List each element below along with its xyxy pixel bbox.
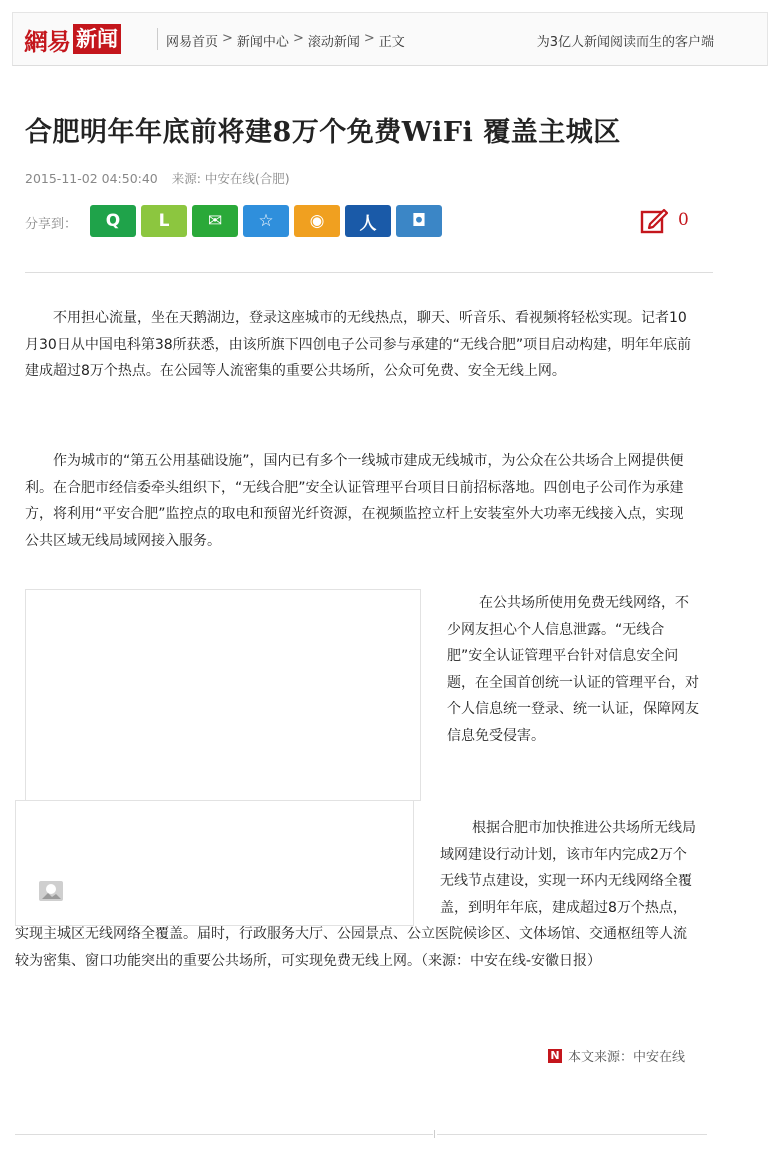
chevron-right-icon: >	[363, 31, 375, 46]
publish-datetime: 2015-11-02 04:50:40	[25, 171, 158, 186]
breadcrumb-rolling-news[interactable]: 滚动新闻	[307, 35, 360, 50]
divider	[437, 1134, 707, 1135]
article-meta	[25, 169, 300, 187]
article-paragraph: 作为城市的“第五公用基础设施”，国内已有多个一线城市建成无线城市，为公众在公共场合上网提供便利。在合肥市经信委牵头组织下，“无线合肥”安全认证管理平台项目日前招标落地。四创电子公司作为承建方，将利用“平安合肥”监控点的取电和预留光纤资源，在视频监控立杆上安装室外大功率无线接入点，实现公共区域无线局域网接入服务。	[25, 453, 684, 549]
article-title: 合肥明年年底前将建8万个免费WiFi 覆盖主城区	[25, 117, 621, 148]
logo-text: 網易	[24, 26, 70, 56]
article-source[interactable]: 来源: 中安在线(合肥)	[171, 171, 290, 186]
share-buttons	[90, 205, 442, 237]
client-app-link[interactable]: 为3亿人新闻阅读而生的客户端	[536, 35, 714, 50]
breadcrumb-home[interactable]: 网易首页	[166, 35, 219, 50]
logo-divider	[157, 28, 158, 50]
netease-news-logo[interactable]	[24, 22, 121, 56]
source-footer	[548, 1046, 685, 1065]
share-renren-button[interactable]: 人	[345, 205, 391, 237]
breadcrumb-news-center[interactable]: 新闻中心	[236, 35, 289, 50]
share-favorite-button[interactable]: ☆	[243, 205, 289, 237]
article-paragraph: 在公共场所使用免费无线网络，不少网友担心个人信息泄露。“无线合肥”安全认证管理平台针对信息安全问题，在全国首创统一认证的管理平台，对个人信息统一登录、统一认证，保障网友信息免受侵害。	[447, 595, 699, 744]
divider	[25, 272, 713, 273]
article-paragraph: 不用担心流量，坐在天鹅湖边，登录这座城市的无线热点，聊天、听音乐、看视频将轻松实现。记者10月30日从中国电科第38所获悉，由该所旗下四创电子公司参与承建的“无线合肥”项目启动构建，明年年底前建成超过8万个热点。在公园等人流密集的重要公共场所，公众可免费、安全无线上网。	[25, 310, 692, 379]
source-footer-text: 本文来源：中安在线	[568, 1050, 686, 1065]
breadcrumb-current: 正文	[378, 35, 405, 50]
article-image	[25, 589, 421, 801]
comment-count[interactable]: 0	[678, 210, 689, 230]
article-paragraph: 根据合肥市加快推进公共场所无线局域网建设行动计划，该市年内完成2万个无线节点建设，实现一环内无线网络全覆盖，到明年年底，建成超过8万个热点，实现主城区无线网络全覆盖。届时，行政服务大厅、公园景点、公立医院候诊区、文体场馆、交通枢纽等人流较为密集、窗口功能突出的重要公共场所，可实现免费无线上网。（来源：中安在线-安徽日报）	[15, 820, 696, 969]
chevron-right-icon: >	[222, 31, 233, 46]
share-label: 分享到：	[25, 217, 78, 232]
share-wechat-button[interactable]: ✉	[192, 205, 238, 237]
logo-badge: 新闻	[73, 24, 121, 54]
article-paragraph-wrap	[15, 815, 697, 974]
share-weibo-button[interactable]: ◉	[294, 205, 340, 237]
share-qzone-button[interactable]: Q	[90, 205, 136, 237]
share-lofter-button[interactable]: L	[141, 205, 187, 237]
comment-edit-icon[interactable]	[640, 206, 668, 234]
breadcrumb	[166, 31, 405, 50]
divider	[15, 1134, 433, 1135]
divider	[434, 1130, 435, 1138]
netease-n-icon: N	[548, 1049, 562, 1063]
chevron-right-icon: >	[292, 31, 304, 46]
share-yixin-button[interactable]: ◘	[396, 205, 442, 237]
